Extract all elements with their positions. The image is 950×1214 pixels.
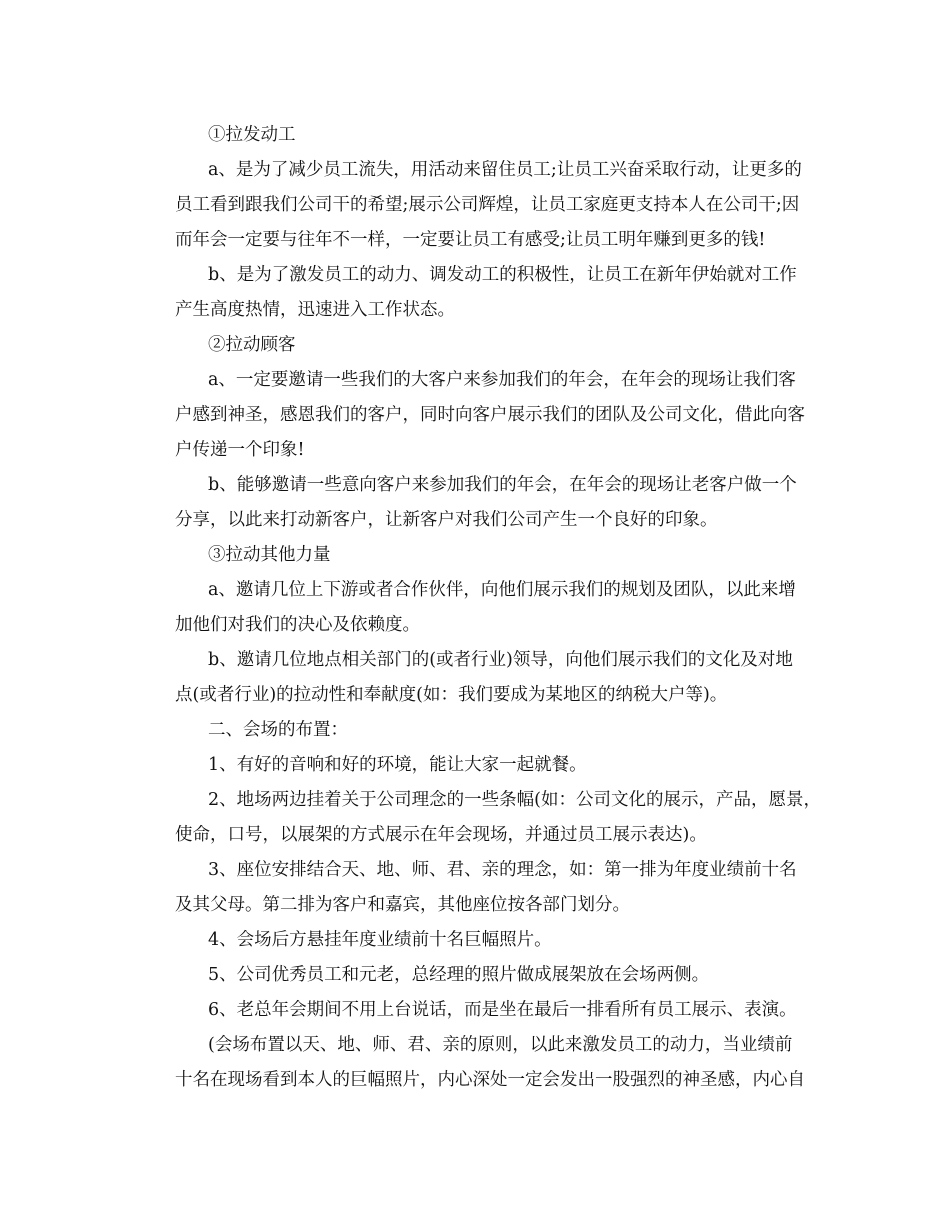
heading-venue-layout: [142, 713, 817, 748]
text-line: b、邀请几位地点相关部门的(或者行业)领导，向他们展示我们的文化及对地: [208, 650, 793, 670]
text-line: 及其父母。第二排为客户和嘉宾，其他座位按各部门划分。: [175, 895, 630, 915]
text-line: 户感到神圣，感恩我们的客户，同时向客户展示我们的团队及公司文化，借此向客: [175, 405, 805, 425]
paragraph-other-forces-a: [142, 573, 817, 643]
text-line: 分享，以此来打动新客户，让新客户对我们公司产生一个良好的印象。: [175, 510, 718, 530]
paragraph-employees-a: [142, 153, 817, 258]
list-item-venue-4: [142, 923, 817, 958]
heading-pull-customers: [142, 328, 817, 363]
text-line: 3、座位安排结合天、地、师、君、亲的理念，如：第一排为年度业绩前十名: [208, 860, 797, 880]
document-page: [142, 118, 821, 1098]
text-line: ②拉动顾客: [208, 335, 296, 355]
text-line: 点(或者行业)的拉动性和奉献度(如：我们要成为某地区的纳税大户等)。: [175, 685, 728, 705]
paragraph-customers-a: [142, 363, 817, 468]
heading-pull-employees: [142, 118, 817, 153]
text-line: 加他们对我们的决心及依赖度。: [175, 615, 420, 635]
text-line: a、邀请几位上下游或者合作伙伴，向他们展示我们的规划及团队，以此来增: [208, 580, 796, 600]
text-line: 十名在现场看到本人的巨幅照片，内心深处一定会发出一股强烈的神圣感，内心自: [175, 1070, 805, 1090]
text-line: 1、有好的音响和好的环境，能让大家一起就餐。: [208, 755, 587, 775]
text-line: ①拉发动工: [208, 125, 296, 145]
text-line: 户传递一个印象!: [175, 440, 305, 460]
text-line: 产生高度热情，迅速进入工作状态。: [175, 300, 455, 320]
text-line: (会场布置以天、地、师、君、亲的原则，以此来激发员工的动力，当业绩前: [208, 1035, 793, 1055]
text-line: 6、老总年会期间不用上台说话，而是坐在最后一排看所有员工展示、表演。: [208, 1000, 797, 1020]
paragraph-employees-b: [142, 258, 817, 328]
paragraph-customers-b: [142, 468, 817, 538]
paragraph-venue-note: [142, 1028, 817, 1098]
text-line: 5、公司优秀员工和元老，总经理的照片做成展架放在会场两侧。: [208, 965, 710, 985]
text-line: 4、会场后方悬挂年度业绩前十名巨幅照片。: [208, 930, 552, 950]
text-line: 二、会场的布置：: [208, 720, 348, 740]
text-line: a、一定要邀请一些我们的大客户来参加我们的年会，在年会的现场让我们客: [208, 370, 796, 390]
paragraph-other-forces-b: [142, 643, 817, 713]
text-line: 使命，口号，以展架的方式展示在年会现场，并通过员工展示表达)。: [175, 825, 707, 845]
list-item-venue-1: [142, 748, 817, 783]
list-item-venue-3: [142, 853, 817, 923]
text-line: 2、地场两边挂着关于公司理念的一些条幅(如：公司文化的展示，产品，愿景，: [208, 790, 821, 810]
list-item-venue-2: [142, 783, 821, 853]
text-line: 员工看到跟我们公司干的希望;展示公司辉煌，让员工家庭更支持本人在公司干;因: [175, 195, 800, 215]
heading-pull-other-forces: [142, 538, 817, 573]
list-item-venue-5: [142, 958, 817, 993]
text-line: ③拉动其他力量: [208, 545, 331, 565]
text-line: b、能够邀请一些意向客户来参加我们的年会，在年会的现场让老客户做一个: [208, 475, 797, 495]
text-line: b、是为了激发员工的动力、调发动工的积极性，让员工在新年伊始就对工作: [208, 265, 797, 285]
text-line: 而年会一定要与往年不一样，一定要让员工有感受;让员工明年赚到更多的钱!: [175, 230, 766, 250]
text-line: a、是为了减少员工流失，用活动来留住员工;让员工兴奋采取行动，让更多的: [208, 160, 802, 180]
list-item-venue-6: [142, 993, 817, 1028]
